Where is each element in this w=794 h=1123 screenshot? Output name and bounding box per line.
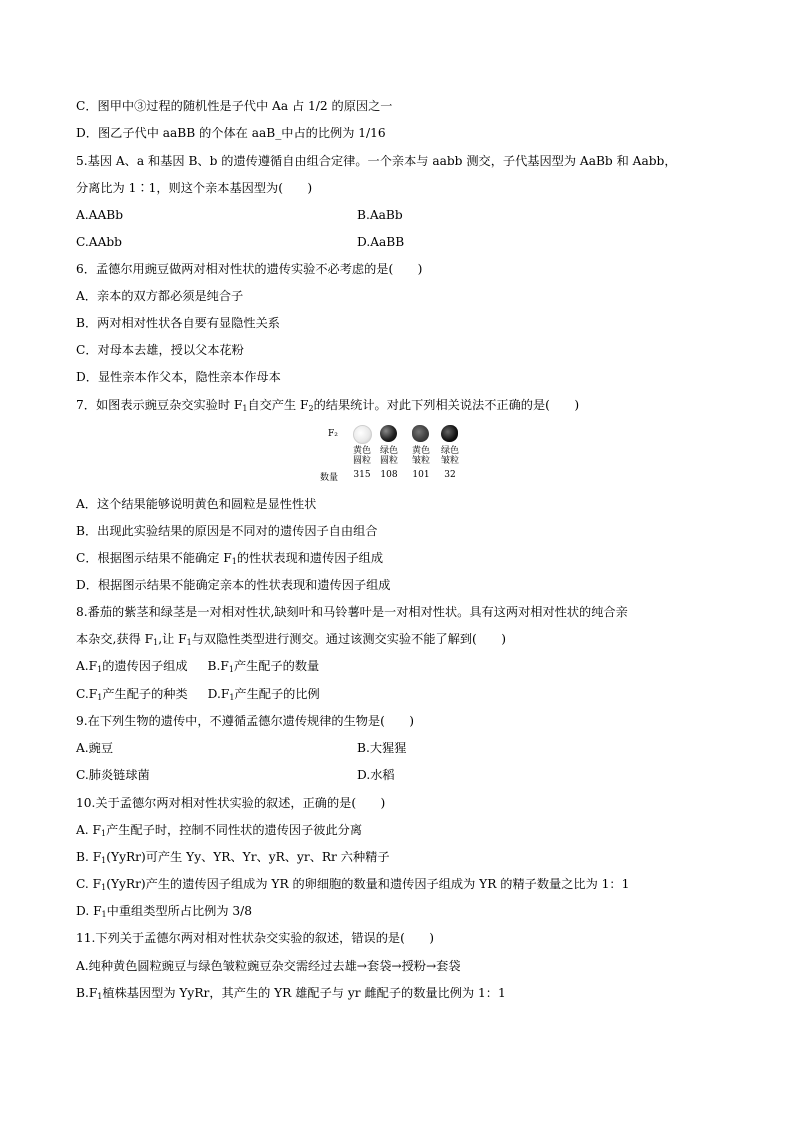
question-8-stem-line1: 8.番茄的紫茎和绿茎是一对相对性状,缺刻叶和马铃薯叶是一对相对性状。具有这两对相对性状的纯合亲 [76,605,628,619]
q7-stem-post: 的结果统计。对此下列相关说法不正确的是( ) [313,398,580,412]
cap2b: 圆粒 [379,456,398,466]
question-7-stem [76,397,579,413]
green-round-pea-image [380,425,397,442]
q8c-post: 产生配子的种类 [102,687,188,701]
cap1a: 黄色 [352,446,371,456]
question-8-stem-line2 [76,631,506,647]
question-8-options-ab [76,658,319,674]
q7-stem-pre: 7．如图表示豌豆杂交实验时 F [76,398,243,412]
q7c-pre: C．根据图示结果不能确定 F [76,551,232,565]
count-label: 数量 [319,473,338,483]
q11b-sub: 1 [97,992,103,1001]
question-11-option-b [76,985,506,1001]
q7-stem-mid: 自交产生 F [247,398,309,412]
q8b-pre: B.F [207,659,229,673]
cap4a: 绿色 [440,446,459,456]
green-wrinkled-pea-image [441,425,458,442]
question-5-option-b: B.AaBb [357,208,403,222]
count-green-round: 108 [380,470,398,480]
question-5-option-c: C.AAbb [76,235,122,249]
question-10-option-a [76,822,362,838]
count-yellow-round: 315 [353,470,371,480]
question-9-stem: 9.在下列生物的遗传中，不遵循孟德尔遗传规律的生物是( ) [76,714,415,728]
q10a-sub: 1 [101,829,107,838]
q8a-post: 的遗传因子组成 [102,659,188,673]
question-9-option-d: D.水稻 [357,768,395,782]
q8d-pre: D.F [207,687,230,701]
q10b-post: (YyRr)可产生 Yy、YR、Yr、yR、yr、Rr 六种精子 [106,850,390,864]
q10d-post: 中重组类型所占比例为 3/8 [106,904,253,918]
cap4b: 皱粒 [440,456,459,466]
question-7-option-c [76,550,383,566]
q10b-sub: 1 [101,856,107,865]
question-9-option-c: C.肺炎链球菌 [76,768,150,782]
caption-green-round [377,446,401,466]
question-4-option-c: C．图甲中③过程的随机性是子代中 Aa 占 1/2 的原因之一 [76,99,393,113]
question-6-stem: 6．孟德尔用豌豆做两对相对性状的遗传实验不必考虑的是( ) [76,262,423,276]
q8d-post: 产生配子的比例 [234,687,320,701]
q10a-post: 产生配子时，控制不同性状的遗传因子彼此分离 [106,823,363,837]
question-11-option-a: A.纯种黄色圆粒豌豆与绿色皱粒豌豆杂交需经过去雄→套袋→授粉→套袋 [76,959,461,973]
yellow-wrinkled-pea-image [412,425,429,442]
q7c-sub: 1 [231,557,237,566]
question-7-option-a: A．这个结果能够说明黄色和圆粒是显性性状 [76,497,317,511]
yellow-round-pea-image [353,425,372,444]
q10c-pre: C. F [76,877,102,891]
question-6-option-d: D．显性亲本作父本，隐性亲本作母本 [76,370,281,384]
q8c-pre: C.F [76,687,98,701]
q10a-pre: A. F [76,823,102,837]
question-8-options-cd [76,686,320,702]
q8-mid: ,让 F [158,632,187,646]
caption-green-wrinkled [438,446,462,466]
pea-f2-figure [319,425,472,485]
question-6-option-c: C．对母本去雄，授以父本花粉 [76,343,244,357]
q8c-sub: 1 [97,693,103,702]
question-7-option-d: D．根据图示结果不能确定亲本的性状表现和遗传因子组成 [76,578,391,592]
question-5-stem-line2: 分离比为 1∶1，则这个亲本基因型为( ) [76,181,313,195]
question-10-option-c [76,876,629,892]
cap3b: 皱粒 [411,456,430,466]
question-6-option-a: A．亲本的双方都必须是纯合子 [76,289,244,303]
q7-sub2: 2 [308,404,314,413]
q8a-pre: A.F [76,659,98,673]
question-10-option-b [76,849,390,865]
q8-sub-b: 1 [186,638,192,647]
q7c-post: 的性状表现和遗传因子组成 [236,551,384,565]
question-9-option-b: B.大猩猩 [357,741,407,755]
caption-yellow-wrinkled [409,446,433,466]
q10c-sub: 1 [101,883,107,892]
cap2a: 绿色 [379,446,398,456]
q10d-sub: 1 [101,910,107,919]
count-green-wrinkled: 32 [444,470,456,480]
q11b-pre: B.F [76,986,98,1000]
q8-pre: 本杂交,获得 F [76,632,154,646]
q10b-pre: B. F [76,850,102,864]
q8d-sub: 1 [229,693,235,702]
caption-yellow-round [350,446,374,466]
q10c-post: (YyRr)产生的遗传因子组成为 YR 的卵细胞的数量和遗传因子组成为 YR 的精子数量之比为 1：1 [106,877,630,891]
q10d-pre: D. F [76,904,102,918]
q8b-post: 产生配子的数量 [233,659,320,673]
q8-post: 与双隐性类型进行测交。通过该测交实验不能了解到( ) [191,632,506,646]
q8-sub-a: 1 [153,638,159,647]
count-yellow-wrinkled: 101 [412,470,430,480]
q7-sub1: 1 [242,404,248,413]
question-5-stem-line1: 5.基因 A、a 和基因 B、b 的遗传遵循自由组合定律。一个亲本与 aabb 测交，子代基因型为 AaBb 和 Aabb， [76,154,677,168]
cap1b: 圆粒 [352,456,371,466]
f2-label: F₂ [328,429,338,439]
question-4-option-d: D．图乙子代中 aaBB 的个体在 aaB_中占的比例为 1/16 [76,126,386,140]
question-6-option-b: B．两对相对性状各自要有显隐性关系 [76,316,280,330]
question-5-option-a: A.AABb [76,208,124,222]
question-10-option-d [76,903,252,919]
question-10-stem: 10.关于孟德尔两对相对性状实验的叙述，正确的是( ) [76,796,386,810]
question-9-option-a: A.豌豆 [76,741,114,755]
q8b-sub: 1 [228,665,234,674]
cap3a: 黄色 [411,446,430,456]
q11b-post: 植株基因型为 YyRr，其产生的 YR 雄配子与 yr 雌配子的数量比例为 1：1 [102,986,506,1000]
question-11-stem: 11.下列关于孟德尔两对相对性状杂交实验的叙述，错误的是( ) [76,931,434,945]
q8a-sub: 1 [97,665,103,674]
question-5-option-d: D.AaBB [357,235,405,249]
question-7-option-b: B．出现此实验结果的原因是不同对的遗传因子自由组合 [76,524,378,538]
